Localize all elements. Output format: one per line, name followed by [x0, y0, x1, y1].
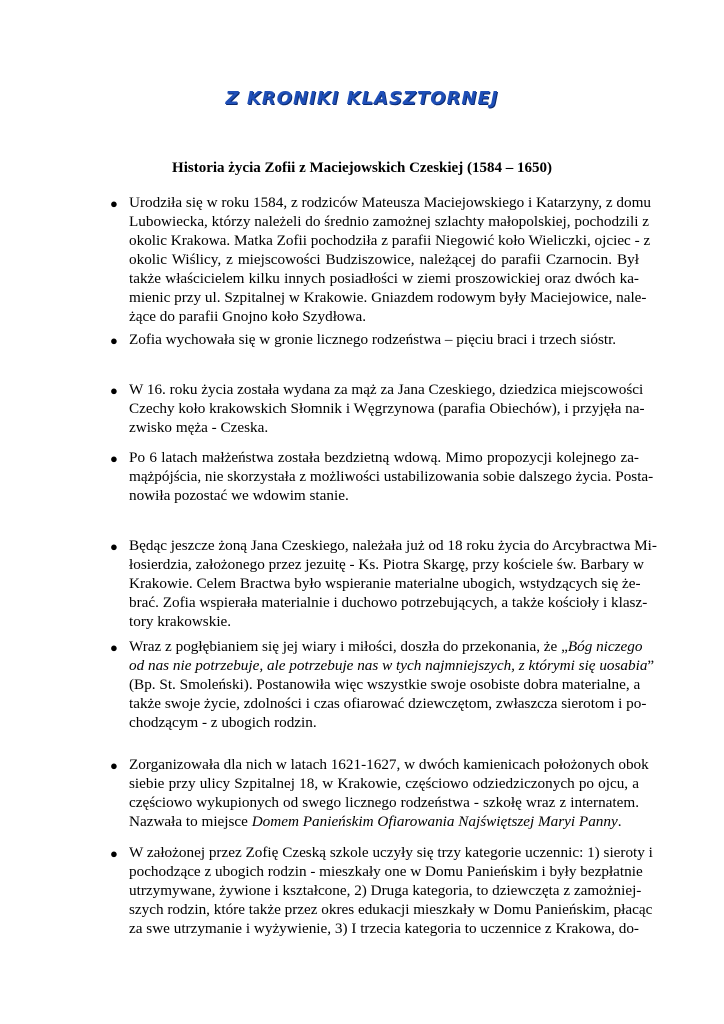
bullet-icon: ●: [110, 758, 118, 773]
bullet-icon: ●: [110, 846, 118, 861]
paragraph-line: [129, 812, 639, 831]
document-subtitle: Historia życia Zofii z Maciejowskich Czeskiej (1584 – 1650): [172, 160, 552, 176]
bullet-icon: ●: [110, 539, 118, 554]
paragraph-line: Zofia wychowała się w gronie licznego rodzeństwa – pięciu braci i trzech sióstr.: [129, 331, 617, 348]
paragraph-line: mążpójścia, nie skorzystała z możliwości ustabilizowania sobie dalszego życia. Posta-: [129, 468, 654, 485]
paragraph-line: Krakowie. Celem Bractwa było wspieranie materialne ubogich, wstydzących się że-: [129, 575, 641, 592]
paragraph-line: Lubowiecka, którzy należeli do średnio zamożnej szlachty małopolskiej, pochodzili z: [129, 213, 649, 230]
paragraph-line: nowiła pozostać we wdowim stanie.: [129, 487, 349, 504]
paragraph-text: Wraz z pogłębianiem się jej wiary i miłości, doszła do przekonania, że „: [129, 638, 568, 655]
bullet-icon: ●: [110, 451, 118, 466]
paragraph-line: także swoje życie, zdolności i czas ofiarować dziewczętom, zwłaszcza sierotom i po-: [129, 695, 647, 712]
paragraph-line: zwisko męża - Czeska.: [129, 419, 269, 436]
paragraph-line: żące do parafii Gnojno koło Szydłowa.: [129, 308, 367, 325]
paragraph-line: (Bp. St. Smoleński). Postanowiła więc wszystkie swoje osobiste dobra materialne, a: [129, 676, 641, 693]
paragraph-line: pochodzące z ubogich rodzin - mieszkały one w Domu Panieńskim i były bezpłatnie: [129, 863, 643, 880]
paragraph-line: mienic przy ul. Szpitalnej w Krakowie. Gniazdem rodowym były Maciejowice, nale-: [129, 289, 647, 306]
bullet-icon: ●: [110, 383, 118, 398]
paragraph-line: [129, 656, 655, 675]
paragraph-line: W 16. roku życia została wydana za mąż za Jana Czeskiego, dziedzica miejscowości: [129, 381, 644, 398]
paragraph-line: łosierdzia, założonego przez jezuitę - Ks. Piotra Skargę, przy kościele św. Barbary w: [129, 556, 644, 573]
bullet-icon: ●: [110, 196, 118, 211]
paragraph-line: Zorganizowała dla nich w latach 1621-1627, w dwóch kamienicach położonych obok: [129, 756, 649, 773]
paragraph-line: siebie przy ulicy Szpitalnej 18, w Krakowie, częściowo odziedziczonych po ojcu, a: [129, 775, 639, 792]
quote-text: od nas nie potrzebuje, ale potrzebuje nas w tych najmniejszych, z którymi się uosabia: [129, 657, 648, 674]
paragraph-line: częściowo wykupionych od swego licznego rodzeństwa - szkołę wraz z internatem.: [129, 794, 639, 811]
quote-text: Bóg niczego: [567, 638, 643, 655]
paragraph-line: Czechy koło krakowskich Słomnik i Węgrzynowa (parafia Obiechów), i przyjęła na-: [129, 400, 645, 417]
paragraph-line: Będąc jeszcze żoną Jana Czeskiego, należała już od 18 roku życia do Arcybractwa Mi-: [129, 537, 657, 554]
paragraph-line: chodzącym - z ubogich rodzin.: [129, 714, 317, 731]
paragraph-line: brać. Zofia wspierała materialnie i duchowo potrzebujących, a także kościoły i klasz-: [129, 594, 648, 611]
paragraph-text: .: [617, 813, 622, 830]
paragraph-line: okolic Krakowa. Matka Zofii pochodziła z parafii Niegowić koło Wieliczki, ojciec - z: [129, 232, 651, 249]
paragraph-text: Nazwała to miejsce: [129, 813, 252, 830]
paragraph-line: także właścicielem kilku innych posiadłości w ziemi proszowickiej oraz dwóch ka-: [129, 270, 639, 287]
paragraph-line: Po 6 latach małżeństwa została bezdzietną wdową. Mimo propozycji kolejnego za-: [129, 449, 639, 466]
paragraph-line: utrzymywane, żywione i kształcone, 2) Druga kategoria, to dziewczęta z zamożniej-: [129, 882, 642, 899]
paragraph-line: szych rodzin, które także przez okres edukacji mieszkały w Domu Panieńskim, płacąc: [129, 901, 653, 918]
paragraph-line: W założonej przez Zofię Czeską szkole uczyły się trzy kategorie uczennic: 1) sieroty i: [129, 844, 653, 861]
school-name: Domem Panieńskim Ofiarowania Najświętszej Maryi Panny: [251, 813, 618, 830]
page-heading: Z KRONIKI KLASZTORNEJ: [225, 88, 499, 109]
quote-close-mark: ”: [647, 657, 655, 674]
paragraph-line: za swe utrzymanie i wyżywienie, 3) I trzecia kategoria to uczennice z Krakowa, do-: [129, 920, 639, 937]
paragraph-line: tory krakowskie.: [129, 613, 232, 630]
bullet-icon: ●: [110, 640, 118, 655]
paragraph-line: Urodziła się w roku 1584, z rodziców Mateusza Maciejowskiego i Katarzyny, z domu: [129, 194, 651, 211]
paragraph-line: [129, 637, 643, 656]
bullet-icon: ●: [110, 333, 118, 348]
paragraph-line: okolic Wiślicy, z miejscowości Budziszowice, należącej do parafii Czarnocin. Był: [129, 251, 639, 268]
